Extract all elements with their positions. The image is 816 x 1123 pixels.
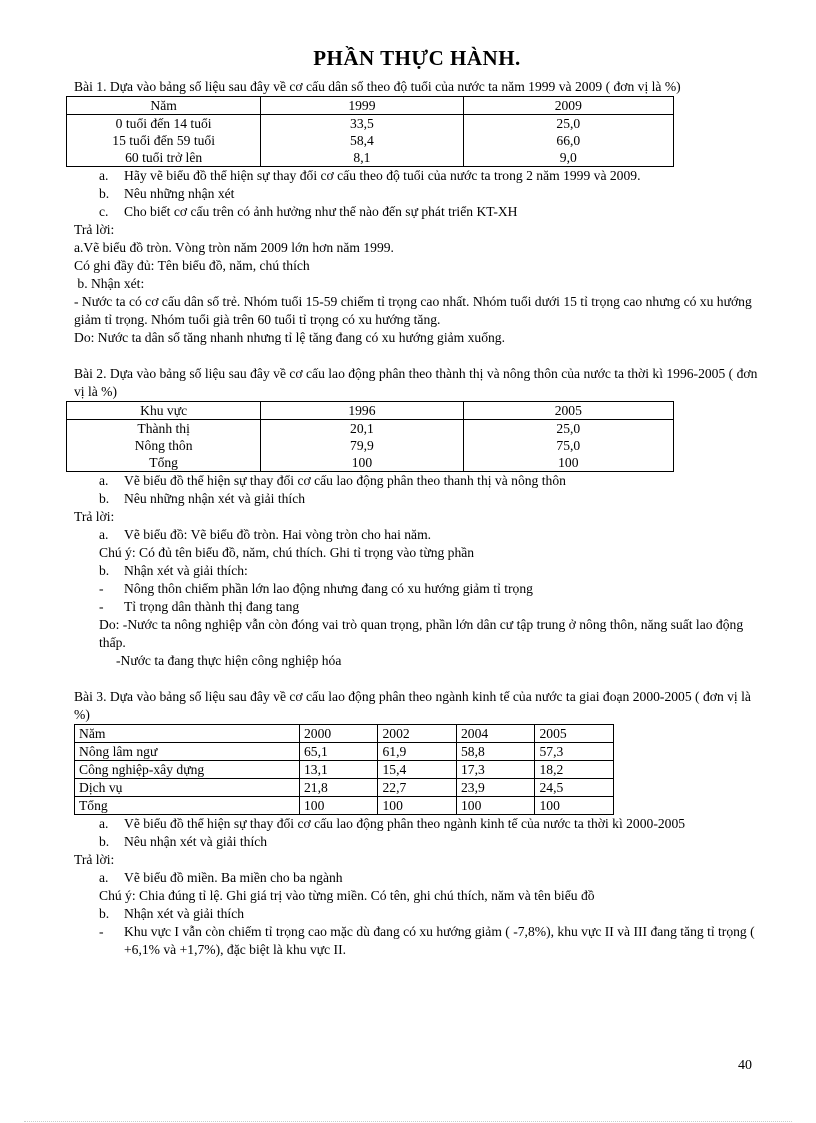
list-text: Nêu nhận xét và giải thích: [124, 834, 268, 849]
table-header: 2009: [463, 97, 673, 115]
table-cell: 100: [261, 454, 463, 472]
table-row: [75, 797, 614, 815]
bai3-tasks: [74, 815, 760, 851]
table-cell: 13,1: [299, 761, 378, 779]
table-cell: 18,2: [535, 761, 614, 779]
table-cell: 9,0: [463, 149, 673, 167]
table-row: [67, 132, 674, 149]
list-item: [74, 869, 760, 887]
table-row: [67, 454, 674, 472]
bullet-item: [74, 923, 760, 959]
table-cell: 15,4: [378, 761, 457, 779]
dash-marker: -: [99, 599, 104, 614]
table-cell: Dịch vụ: [75, 779, 300, 797]
table-cell: 75,0: [463, 437, 673, 454]
list-marker: a.: [99, 473, 109, 488]
list-text: Cho biết cơ cấu trên có ảnh hưởng như thế nào đến sự phát triển KT-XH: [124, 204, 518, 219]
table-header: 2005: [463, 402, 673, 420]
table-header: 2002: [378, 725, 457, 743]
table-cell: 0 tuổi đến 14 tuổi: [67, 115, 261, 133]
list-marker: b.: [99, 186, 110, 201]
page-title: PHẦN THỰC HÀNH.: [313, 46, 521, 70]
table-cell: Tổng: [75, 797, 300, 815]
bullet-item: [74, 580, 760, 598]
table-header: 2005: [535, 725, 614, 743]
list-item: [74, 905, 760, 923]
answer-line: a.Vẽ biểu đồ tròn. Vòng tròn năm 2009 lớn hơn năm 1999.: [74, 240, 394, 255]
list-text: Vẽ biểu đồ thể hiện sự thay đổi cơ cấu lao động phân theo thanh thị và nông thôn: [124, 473, 566, 488]
list-marker: b.: [99, 491, 110, 506]
reason-line: -Nước ta đang thực hiện công nghiệp hóa: [116, 653, 342, 668]
list-text: Nhận xét và giải thích: [124, 906, 245, 921]
list-text: Hãy vẽ biểu đồ thể hiện sự thay đổi cơ cấu theo độ tuổi của nước ta trong 2 năm 1999 và 2009.: [124, 168, 641, 183]
list-text: Nhận xét và giải thích:: [124, 563, 248, 578]
table-row: [67, 420, 674, 438]
table-header: Năm: [67, 97, 261, 115]
table-cell: 21,8: [299, 779, 378, 797]
bai2-tasks: [74, 472, 760, 508]
table-row: [67, 115, 674, 133]
table-header: 2000: [299, 725, 378, 743]
table-cell: 60 tuổi trở lên: [67, 149, 261, 167]
answer-line: b. Nhận xét:: [74, 276, 145, 291]
bai3-table: [74, 724, 614, 815]
table-cell: 17,3: [456, 761, 535, 779]
table-cell: 24,5: [535, 779, 614, 797]
table-row: [75, 743, 614, 761]
table-header-row: [67, 402, 674, 420]
table-cell: 8,1: [261, 149, 463, 167]
answer-label: Trả lời:: [74, 509, 115, 524]
list-item: [74, 167, 760, 185]
bai1-intro: Bài 1. Dựa vào bảng số liệu sau đây về cơ cấu dân số theo độ tuổi của nước ta năm 1999 và 2009 ( đơn vị là %): [74, 79, 681, 94]
list-text: Vẽ biểu đồ: Vẽ biểu đồ tròn. Hai vòng tròn cho hai năm.: [124, 527, 432, 542]
table-header: 1996: [261, 402, 463, 420]
bullet-text: Nông thôn chiếm phần lớn lao động nhưng đang có xu hướng giảm tỉ trọng: [124, 581, 533, 596]
list-marker: b.: [99, 906, 110, 921]
table-cell: Thành thị: [67, 420, 261, 438]
table-header: 2004: [456, 725, 535, 743]
table-cell: 22,7: [378, 779, 457, 797]
table-cell: Công nghiệp-xây dựng: [75, 761, 300, 779]
table-cell: 58,4: [261, 132, 463, 149]
bullet-text: Khu vực I vẫn còn chiếm tỉ trọng cao mặc dù đang có xu hướng giảm ( -7,8%), khu vực II và III đang tăng tỉ trọng ( +6,1% và +1,7%), đặc biệt là khu vực II.: [124, 924, 755, 957]
table-cell: 100: [463, 454, 673, 472]
list-marker: b.: [99, 563, 110, 578]
list-marker: a.: [99, 816, 109, 831]
answer-line: Do: Nước ta dân số tăng nhanh nhưng tỉ lệ tăng đang có xu hướng giảm xuống.: [74, 330, 506, 345]
bai3-intro: Bài 3. Dựa vào bảng số liệu sau đây về cơ cấu lao động phân theo ngành kinh tế của nước ta giai đoạn 2000-2005 ( đơn vị là %): [74, 689, 751, 722]
answer-line: - Nước ta có cơ cấu dân số trẻ. Nhóm tuổi 15-59 chiếm tỉ trọng cao nhất. Nhóm tuổi dưới 15 tỉ trọng cao nhưng có xu hướng giảm tỉ trọng. Nhóm tuổi già trên 60 tuổi tỉ trọng có xu hướng tăng.: [74, 294, 752, 327]
list-text: Nêu những nhận xét và giải thích: [124, 491, 306, 506]
table-cell: Tổng: [67, 454, 261, 472]
table-cell: 33,5: [261, 115, 463, 133]
list-marker: b.: [99, 834, 110, 849]
list-item: [74, 185, 760, 203]
table-header: Khu vực: [67, 402, 261, 420]
bullet-text: Tỉ trọng dân thành thị đang tang: [124, 599, 300, 614]
table-row: [75, 779, 614, 797]
table-row: [75, 761, 614, 779]
answer-note: Chú ý: Chia đúng tỉ lệ. Ghi giá trị vào từng miền. Có tên, ghi chú thích, năm và tên biểu đồ: [99, 888, 595, 903]
dash-marker: -: [99, 581, 104, 596]
list-item: [74, 526, 760, 544]
table-cell: Nông thôn: [67, 437, 261, 454]
table-cell: 100: [299, 797, 378, 815]
bai2-intro: Bài 2. Dựa vào bảng số liệu sau đây về cơ cấu lao động phân theo thành thị và nông thôn của nước ta thời kì 1996-2005 ( đơn vị là %): [74, 366, 758, 399]
page-bottom-divider: [24, 1121, 792, 1122]
list-marker: a.: [99, 527, 109, 542]
list-item: [74, 815, 760, 833]
answer-note: Chú ý: Có đủ tên biểu đồ, năm, chú thích. Ghi tỉ trọng vào từng phần: [99, 545, 475, 560]
table-cell: 25,0: [463, 420, 673, 438]
list-text: Vẽ biểu đồ miền. Ba miền cho ba ngành: [124, 870, 343, 885]
table-cell: Nông lâm ngư: [75, 743, 300, 761]
table-row: [67, 149, 674, 167]
dash-marker: -: [99, 924, 104, 939]
table-header: Năm: [75, 725, 300, 743]
table-cell: 100: [456, 797, 535, 815]
table-header-row: [75, 725, 614, 743]
table-cell: 25,0: [463, 115, 673, 133]
list-item: [74, 490, 760, 508]
table-row: [67, 437, 674, 454]
list-item: [74, 472, 760, 490]
answer-label: Trả lời:: [74, 222, 115, 237]
table-cell: 79,9: [261, 437, 463, 454]
table-cell: 20,1: [261, 420, 463, 438]
table-cell: 100: [535, 797, 614, 815]
page-number: 40: [738, 1058, 752, 1073]
list-marker: c.: [99, 204, 109, 219]
list-item: [74, 833, 760, 851]
table-cell: 100: [378, 797, 457, 815]
list-item: [74, 203, 760, 221]
table-cell: 61,9: [378, 743, 457, 761]
table-cell: 23,9: [456, 779, 535, 797]
bullet-item: [74, 598, 760, 616]
answer-label: Trả lời:: [74, 852, 115, 867]
reason-line: Do: -Nước ta nông nghiệp vẫn còn đóng vai trò quan trọng, phần lớn dân cư tập trung ở nông thôn, năng suất lao động thấp.: [99, 617, 744, 650]
table-cell: 58,8: [456, 743, 535, 761]
bai1-table: [66, 96, 674, 167]
list-text: Vẽ biểu đồ thể hiện sự thay đổi cơ cấu lao động phân theo ngành kinh tế của nước ta thời kì 2000-2005: [124, 816, 686, 831]
list-marker: a.: [99, 870, 109, 885]
list-marker: a.: [99, 168, 109, 183]
table-header-row: [67, 97, 674, 115]
answer-line: Có ghi đầy đủ: Tên biểu đồ, năm, chú thích: [74, 258, 310, 273]
table-cell: 15 tuổi đến 59 tuổi: [67, 132, 261, 149]
list-item: [74, 562, 760, 580]
table-header: 1999: [261, 97, 463, 115]
list-text: Nêu những nhận xét: [124, 186, 235, 201]
bai1-tasks: [74, 167, 760, 221]
bai2-table: [66, 401, 674, 472]
table-cell: 57,3: [535, 743, 614, 761]
table-cell: 65,1: [299, 743, 378, 761]
document-page: [74, 46, 760, 959]
table-cell: 66,0: [463, 132, 673, 149]
